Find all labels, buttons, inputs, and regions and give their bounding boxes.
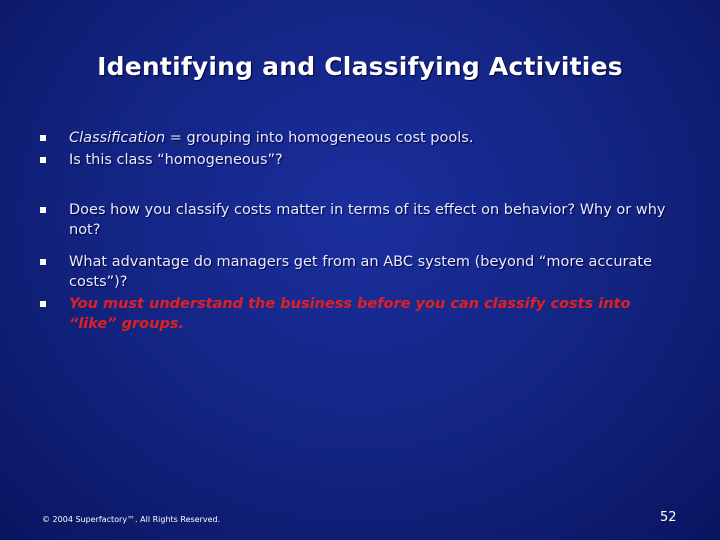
copyright-footer: © 2004 Superfactory™. All Rights Reserved. xyxy=(42,515,221,524)
square-bullet-icon xyxy=(40,301,46,307)
slide-title: Identifying and Classifying Activities xyxy=(97,52,623,81)
list-item xyxy=(40,200,679,240)
bullet-text: Does how you classify costs matter in terms of its effect on behavior? Why or why not? xyxy=(69,202,666,238)
bullet-lead-term: Classification xyxy=(69,130,166,146)
square-bullet-icon xyxy=(40,135,46,141)
bullet-text-emphasis: You must understand the business before you can classify costs into “like” groups. xyxy=(69,296,631,332)
square-bullet-icon xyxy=(40,157,46,163)
list-item xyxy=(40,150,679,170)
square-bullet-icon xyxy=(40,207,46,213)
bullet-rest: = grouping into homogeneous cost pools. xyxy=(165,130,474,146)
bullet-text xyxy=(69,128,679,148)
page-number: 52 xyxy=(660,510,677,525)
bullet-text: What advantage do managers get from an ABC system (beyond “more accurate costs”)? xyxy=(69,254,653,290)
list-item xyxy=(40,128,679,148)
square-bullet-icon xyxy=(40,259,46,265)
bullet-text: Is this class “homogeneous”? xyxy=(69,152,283,168)
list-item xyxy=(40,252,679,292)
list-item xyxy=(40,294,679,334)
